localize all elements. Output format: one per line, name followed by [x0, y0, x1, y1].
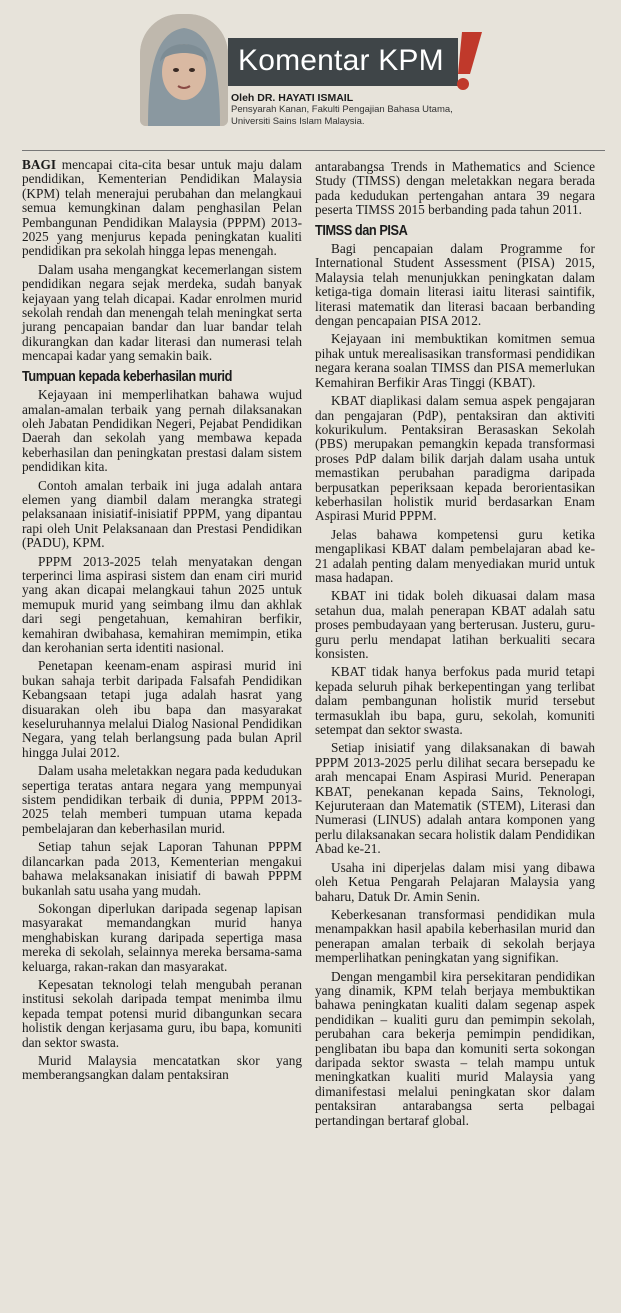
section-heading: Tumpuan kepada keberhasilan murid: [22, 368, 233, 385]
section-heading: TIMSS dan PISA: [315, 222, 408, 239]
article-column-right: [315, 160, 595, 1132]
paragraph: Murid Malaysia mencatatkan skor yang memberangsangkan dalam pentaksiran: [22, 1052, 302, 1083]
article-header: [0, 0, 621, 150]
paragraph: Jelas bahawa kompetensi guru ketika mengaplikasi KBAT dalam pembelajaran abad ke-21 adalah penting dalam menyediakan murid untuk masa hadapan.: [315, 526, 595, 585]
paragraph: Usaha ini diperjelas dalam misi yang dibawa oleh Ketua Pengarah Pelajaran Malaysia yang baharu, Datuk Dr. Amin Senin.: [315, 859, 595, 904]
paragraph: Kejayaan ini membuktikan komitmen semua pihak untuk merealisasikan transformasi pendidikan negara kerana soalan TIMSS dan PISA memerlukan Kemahiran Berfikir Aras Tinggi (KBAT).: [315, 331, 595, 390]
column-title: Komentar KPM: [238, 44, 444, 77]
paragraph: antarabangsa Trends in Mathematics and Science Study (TIMSS) dengan meletakkan negara berada pada kedudukan pertengahan antara 39 negara peserta TIMSS 2015 berbanding pada tahun 2011.: [315, 159, 595, 218]
paragraph: KBAT ini tidak boleh dikuasai dalam masa setahun dua, malah penerapan KBAT adalah satu proses pembudayaan yang berterusan. Justeru, guru-guru perlu mendapat latihan berkualiti secara konsisten.: [315, 588, 595, 661]
paragraph: Penetapan keenam-enam aspirasi murid ini bukan sahaja terbit daripada Falsafah Pendidikan Kebangsaan tetapi juga adalah hasrat yang disuarakan oleh ibu bapa dan masyarakat keseluruhannya melalui Dialog Nasional Pendidikan Negara, yang telah berlangsung pada bulan April hingga Julai 2012.: [22, 658, 302, 760]
paragraph: KBAT diaplikasi dalam semua aspek pengajaran dan pengajaran (PdP), pentaksiran dan aktiviti kokurikulum. Pentaksiran Berasaskan Sekolah (PBS) merupakan pemangkin kepada transformasi proses PdP dalam bilik darjah dalam usaha untuk memastikan perubahan paradigma daripada berpusatkan peperiksaan kepada berorientasikan keberhasilan holistik murid berdasarkan Enam Aspirasi Murid PPPM.: [315, 393, 595, 524]
paragraph: Setiap inisiatif yang dilaksanakan di bawah PPPM 2013-2025 perlu dilihat secara bersepadu ke arah mencapai Enam Aspirasi Murid. Penerapan KBAT, penekanan kepada Sains, Teknologi, Kejuruteraan dan Matematik (STEM), Literasi dan Numerasi (LINUS) adalah antara komponen yang perlu dilaksanakan secara holistik dalam Pendidikan Abad ke-21.: [315, 740, 595, 857]
paragraph: Dalam usaha meletakkan negara pada kedudukan sepertiga teratas antara negara yang mempunyai sistem pendidikan terbaik di dunia, PPPM 2013-2025 telah memberi tumpuan utama kepada pembelajaran dan keberhasilan murid.: [22, 763, 302, 836]
exclamation-icon: [448, 30, 488, 94]
author-position: Pensyarah Kanan, Fakulti Pengajian Bahasa Utama,: [231, 104, 453, 115]
paragraph-text: mencapai cita-cita besar untuk maju dalam pendidikan, Kementerian Pendidikan Malaysia (KPM) telah menerajui perubahan dan melangkaui semua kemungkinan dalam penghasilan Pelan Pembangunan Pendidikan Malaysia (PPPM) 2013-2025 yang menjurus kepada peningkatan kualiti pendidikan pra sekolah hingga lepas menengah.: [22, 157, 302, 259]
header-divider: [22, 150, 605, 151]
paragraph: Kepesatan teknologi telah mengubah peranan institusi sekolah daripada tempat menimba ilmu kepada tempat potensi murid dibangunkan secara holistik dengan kerjasama guru, ibu bapa, komuniti dan sektor swasta.: [22, 976, 302, 1050]
paragraph: [22, 158, 302, 259]
paragraph: Dengan mengambil kira persekitaran pendidikan yang dinamik, KPM telah berjaya membuktikan bahawa peningkatan kualiti dalam segenap aspek pendidikan – kualiti guru dan pemimpin sekolah, perubahan cara bekerja pemimpin pendidikan, penglibatan ibu bapa dan komuniti serta sokongan daripada sektor swasta – telah mampu untuk meningkatkan kualiti murid Malaysia yang dimanifestasi melalui peningkatan skor dalam pentaksiran antarabangsa serta pelbagai pertandingan bertaraf global.: [315, 968, 595, 1128]
paragraph: Sokongan diperlukan daripada segenap lapisan masyarakat memandangkan murid hanya menghabiskan kurang daripada sepertiga masa mereka di sekolah, selainnya mereka bersama-sama keluarga, rakan-rakan dan masyarakat.: [22, 900, 302, 974]
author-photo: [140, 14, 228, 126]
author-name: Oleh DR. HAYATI ISMAIL: [231, 92, 354, 104]
author-byline: [231, 92, 531, 128]
paragraph: Setiap tahun sejak Laporan Tahunan PPPM dilancarkan pada 2013, Kementerian mengakui bahawa melaksanakan inisiatif di bawah PPPM bukanlah satu usaha yang mudah.: [22, 839, 302, 898]
paragraph: Keberkesanan transformasi pendidikan mula menampakkan hasil apabila keberhasilan murid dan penerapan amalan terbaik di sekolah berjaya memperlihatkan peningkatan yang signifikan.: [315, 906, 595, 966]
article-column-left: [22, 158, 302, 1087]
author-university: Universiti Sains Islam Malaysia.: [231, 116, 365, 127]
paragraph: Kejayaan ini memperlihatkan bahawa wujud amalan-amalan terbaik yang pernah dilaksanakan oleh Jabatan Pendidikan Negeri, Pejabat Pendidikan Daerah dan sekolah yang membawa kepada keberhasilan dan peningkatan prestasi dalam sistem pendidikan kita.: [22, 387, 302, 475]
paragraph: PPPM 2013-2025 telah menyatakan dengan terperinci lima aspirasi sistem dan enam ciri murid yang akan dicapai melangkaui tahun 2025 untuk memupuk murid yang seimbang ilmu dan akhlak dari segi pengetahuan, kemahiran berfikir, kemahiran dwibahasa, kemahiran memimpin, etika dan kerohanian serta identiti nasional.: [22, 553, 302, 655]
paragraph: Bagi pencapaian dalam Programme for International Student Assessment (PISA) 2015, Malaysia telah menunjukkan peningkatan dalam ketiga-tiga domain literasi iaitu literasi saintifik, literasi matematik dan literasi bacaan berbanding dengan pencapaian PISA 2012.: [315, 241, 595, 329]
paragraph: Contoh amalan terbaik ini juga adalah antara elemen yang diambil dalam merangka strategi pelaksanaan inisiatif-inisiatif PPPM, yang dipantau rapi oleh Unit Pelaksanaan dan Prestasi Pendidikan (PADU), KPM.: [22, 477, 302, 551]
column-banner: [228, 38, 458, 86]
lead-word: BAGI: [22, 157, 56, 172]
paragraph: Dalam usaha mengangkat kecemerlangan sistem pendidikan negara sejak merdeka, sudah banyak kejayaan yang telah dicapai. Kadar enrolmen murid sekolah rendah dan menengah telah meningkat serta jurang pencapaian bandar dan luar bandar telah dikurangkan dan kadar literasi dan numerasi telah mencapai kadar yang semakin baik.: [22, 261, 302, 364]
paragraph: KBAT tidak hanya berfokus pada murid tetapi kepada seluruh pihak berkepentingan yang terlibat dalam pembangunan holistik murid tersebut termasuklah ibu bapa, guru, sekolah, komuniti setempat dan sektor swasta.: [315, 664, 595, 738]
